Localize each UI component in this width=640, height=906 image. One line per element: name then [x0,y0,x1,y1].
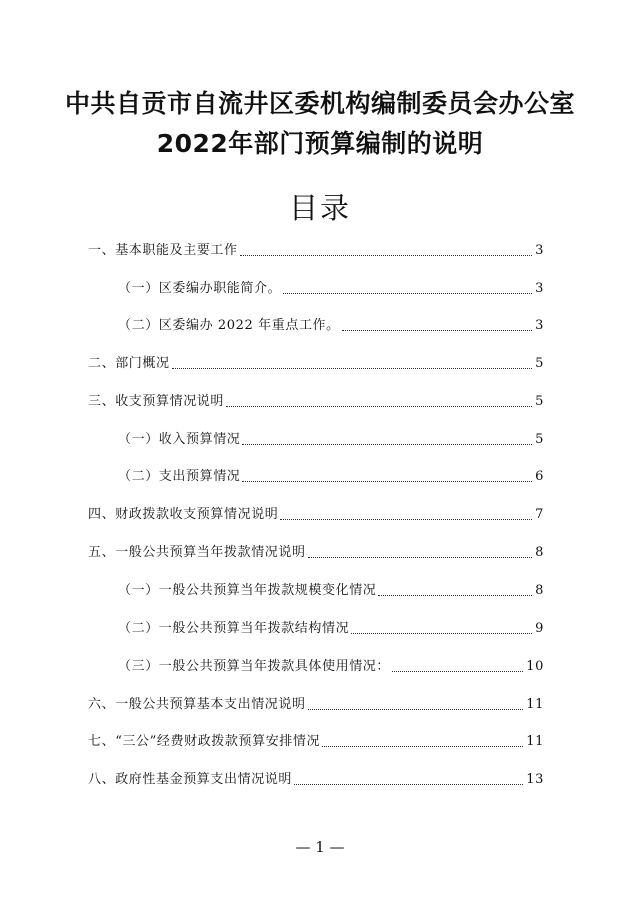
page-number-footer: — 1 — [295,838,345,856]
toc-entry-page: 11 [526,697,544,712]
toc-entry-label: （二）支出预算情况 [118,469,241,484]
toc-heading: 目录 [288,191,351,225]
toc-entry-page: 8 [535,583,544,598]
toc-entry[interactable] [88,502,544,524]
toc-entry-label: 四、财政拨款收支预算情况说明 [88,507,279,522]
toc-entry-page: 5 [535,356,544,371]
toc-entry-label: 五、一般公共预算当年拨款情况说明 [88,545,306,560]
toc-entry-label: 六、一般公共预算基本支出情况说明 [88,697,306,712]
toc-entry-label: 八、政府性基金预算支出情况说明 [88,772,293,787]
toc-entry-page: 5 [535,394,544,409]
toc-entry[interactable] [118,276,544,298]
toc-entry[interactable] [118,578,544,600]
toc-entry[interactable] [88,351,544,373]
toc-entry[interactable] [88,389,544,411]
toc-entry-page: 8 [535,545,544,560]
toc-leader-dots [322,746,523,747]
toc-entry[interactable] [118,313,544,335]
toc-entry-page: 9 [535,621,544,636]
toc-entry[interactable] [88,238,544,260]
toc-leader-dots [378,595,532,596]
toc-entry-label: （一）一般公共预算当年拨款规模变化情况 [118,583,377,598]
toc-leader-dots [392,671,523,672]
toc-leader-dots [283,293,532,294]
toc-entry-label: 七、“三公”经费财政拨款预算安排情况 [88,734,321,749]
toc-entry-page: 6 [535,469,544,484]
toc-entry-label: 三、收支预算情况说明 [88,394,225,409]
toc-leader-dots [172,368,533,369]
toc-leader-dots [294,784,523,785]
toc-entry-label: 二、部门概况 [88,356,170,371]
toc-entry[interactable] [88,540,544,562]
toc-leader-dots [242,481,532,482]
toc-entry[interactable] [88,767,544,789]
toc-entry-page: 11 [526,734,544,749]
toc-leader-dots [308,709,524,710]
toc-entry-page: 3 [535,318,544,333]
toc-entry-label: （一）区委编办职能简介。 [118,281,282,296]
toc-leader-dots [342,330,532,331]
toc-entry-label: （二）一般公共预算当年拨款结构情况 [118,621,350,636]
toc-entry-page: 3 [535,243,544,258]
toc-leader-dots [308,557,533,558]
toc-entry-label: （一）收入预算情况 [118,432,241,447]
toc-entry[interactable] [118,654,544,676]
toc-entry[interactable] [118,427,544,449]
toc-entry[interactable] [118,616,544,638]
toc-entry-label: （二）区委编办 2022 年重点工作。 [118,318,340,333]
toc-entry[interactable] [88,729,544,751]
document-title-line-1: 中共自贡市自流井区委机构编制委员会办公室 [64,89,575,118]
toc-entry-page: 10 [526,659,544,674]
toc-leader-dots [280,519,532,520]
toc-entry-page: 3 [535,281,544,296]
toc-entry-page: 5 [535,432,544,447]
toc-leader-dots [242,444,532,445]
toc-leader-dots [226,406,532,407]
toc-entry[interactable] [88,692,544,714]
toc-entry-page: 7 [535,507,544,522]
toc-entry-label: 一、基本职能及主要工作 [88,243,238,258]
toc-leader-dots [351,633,532,634]
document-title-line-2: 2022年部门预算编制的说明 [156,129,484,158]
toc-entry[interactable] [118,464,544,486]
toc-leader-dots [240,255,533,256]
toc-entry-label: （三）一般公共预算当年拨款具体使用情况： [118,659,391,674]
toc-entry-page: 13 [526,772,544,787]
